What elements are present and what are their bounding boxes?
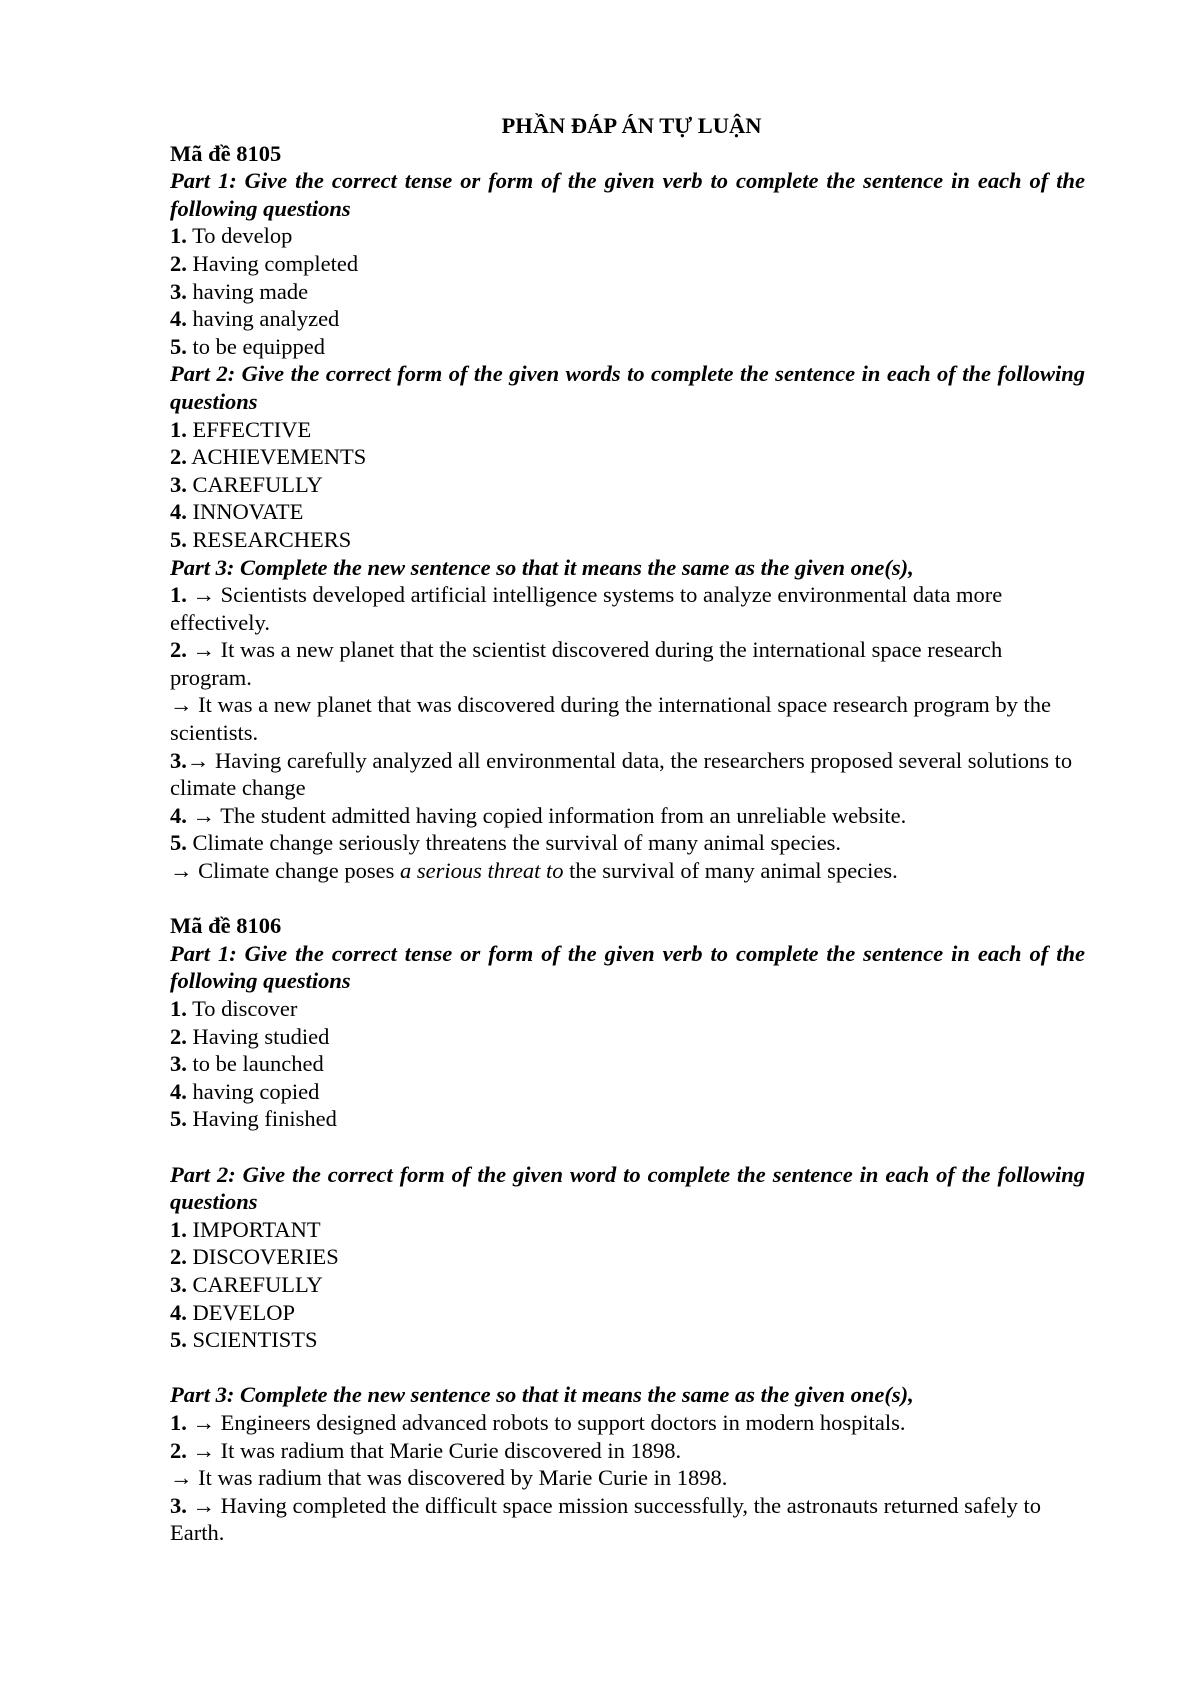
list-item: 1. EFFECTIVE <box>170 416 312 442</box>
list-item: 2. ACHIEVEMENTS <box>170 444 367 470</box>
list-item: 5. to be equipped <box>170 333 325 359</box>
emphasis-text: a serious threat to <box>399 858 564 884</box>
part1-heading: Part 1: Give the correct tense or form of the given verb to complete the sentence in each of the following questions <box>170 940 1085 994</box>
exam-code-8106: Mã đề 8106 <box>170 913 282 939</box>
list-item: 5. Having finished <box>170 1106 337 1132</box>
list-item: 2. → It was radium that Marie Curie discovered in 1898. <box>170 1437 682 1463</box>
list-item: 3. CAREFULLY <box>170 471 323 497</box>
list-item: 3. having made <box>170 278 309 304</box>
part2-heading: Part 2: Give the correct form of the given words to complete the sentence in each of the following questions <box>170 361 1085 414</box>
part2-heading: Part 2: Give the correct form of the given word to complete the sentence in each of the following questions <box>170 1161 1085 1215</box>
list-item: 1. → Scientists developed artificial intelligence systems to analyze environmental data more effectively. <box>170 582 1003 635</box>
list-item: 1. IMPORTANT <box>170 1216 321 1242</box>
spacer <box>170 885 1085 913</box>
list-item: 2. → It was a new planet that the scientist discovered during the international space research program. <box>170 637 1003 690</box>
spacer <box>170 1354 1085 1382</box>
list-item: 4. INNOVATE <box>170 499 304 525</box>
list-item: 4. → The student admitted having copied information from an unreliable website. <box>170 802 907 828</box>
list-item: 1. To develop <box>170 223 293 249</box>
list-item: 3. CAREFULLY <box>170 1271 323 1297</box>
list-item: 4. having analyzed <box>170 306 340 332</box>
list-item: 4. DEVELOP <box>170 1299 295 1325</box>
part3-heading: Part 3: Complete the new sentence so that it means the same as the given one(s), <box>170 554 914 580</box>
list-item: 3.→ Having carefully analyzed all environmental data, the researchers proposed several solutions to climate change <box>170 747 1073 801</box>
list-item: 5. RESEARCHERS <box>170 526 352 552</box>
part1-heading: Part 1: Give the correct tense or form of the given verb to complete the sentence in each of the following questions <box>170 168 1085 221</box>
list-item: 2. DISCOVERIES <box>170 1244 339 1270</box>
list-item: → It was radium that was discovered by Marie Curie in 1898. <box>170 1465 728 1491</box>
list-item: 2. Having studied <box>170 1023 330 1049</box>
list-item: 5. SCIENTISTS <box>170 1327 318 1353</box>
exam-code-8105: Mã đề 8105 <box>170 140 282 166</box>
list-item: → It was a new planet that was discovered during the international space research program by the scientists. <box>170 692 1051 746</box>
list-item: → Climate change poses a serious threat to the survival of many animal species. <box>170 858 898 884</box>
list-item: 4. having copied <box>170 1078 320 1104</box>
list-item: 5. Climate change seriously threatens the survival of many animal species. <box>170 830 842 856</box>
list-item: 1. To discover <box>170 996 298 1021</box>
list-item: 1. → Engineers designed advanced robots to support doctors in modern hospitals. <box>170 1409 906 1435</box>
list-item: 2. Having completed <box>170 250 359 276</box>
part3-heading: Part 3: Complete the new sentence so that it means the same as the given one(s), <box>170 1382 914 1408</box>
spacer <box>170 1133 1085 1161</box>
page-title: PHẦN ĐÁP ÁN TỰ LUẬN <box>501 113 762 138</box>
list-item: 3. to be launched <box>170 1051 324 1077</box>
answer-key-document <box>170 112 1085 1547</box>
list-item: 3. → Having completed the difficult space mission successfully, the astronauts returned safely to Earth. <box>170 1492 1042 1546</box>
